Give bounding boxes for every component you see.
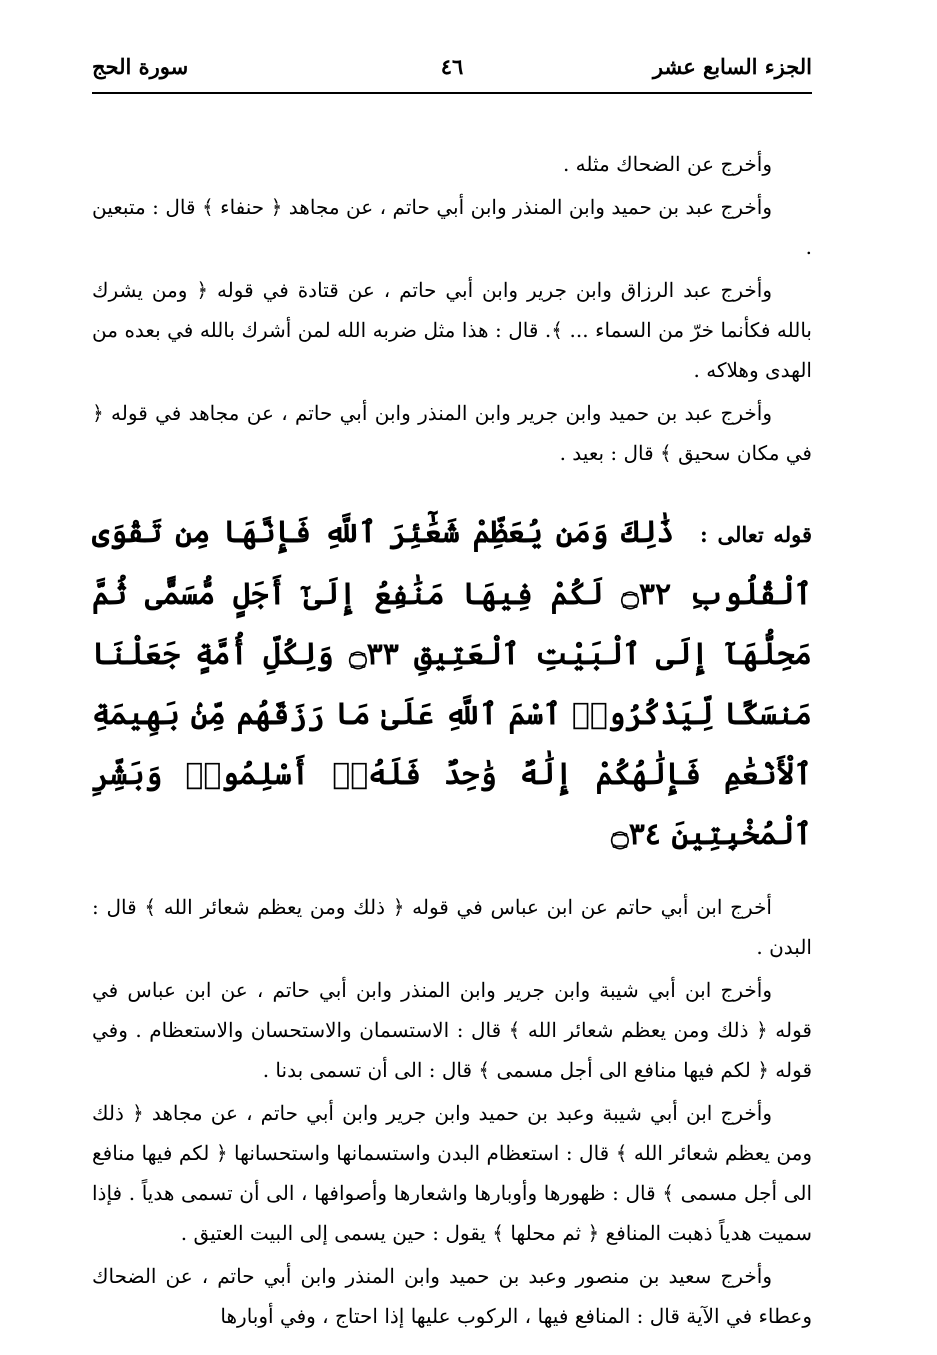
quran-verse-text: ذَٰلِكَ وَمَن يُعَظِّمْ شَعَٰٓئِرَ ٱللَّهِ فَإِنَّهَا مِن تَقْوَى ٱلْقُلُوبِ ۝٣٢ لَكُمْ فِيهَا مَنَٰفِعُ إِلَىٰٓ أَجَلٍ مُّسَمًّى ثُمَّ مَحِلُّهَآ إِلَى ٱلْبَيْتِ ٱلْعَتِيقِ ۝٣٣ وَلِكُلِّ أُمَّةٍ جَعَلْنَا مَنسَكًا لِّيَذْكُرُوا۟ ٱسْمَ ٱللَّهِ عَلَىٰ مَا رَزَقَهُم مِّنۢ بَهِيمَةِ ٱلْأَنْعَٰمِ فَإِلَٰهُكُمْ إِلَٰهٌ وَٰحِدٌ فَلَهُۥٓ أَسْلِمُوا۟ وَبَشِّرِ ٱلْمُخْبِتِينَ ۝٣٤ (92, 515, 812, 852)
surah-title: سورة الحج (92, 54, 189, 79)
quran-verse-block (92, 503, 812, 865)
page-number: ٤٦ (440, 54, 464, 79)
narrations-section-1 (92, 144, 812, 473)
narration-paragraph: وأخرج عبد بن حميد وابن المنذر وابن أبي حاتم ، عن مجاهد ﴿ حنفاء ﴾ قال : متبعين . (92, 195, 812, 259)
narration-paragraph: وأخرج عن الضحاك مثله . (562, 152, 772, 176)
narration-paragraph: وأخرج ابن أبي شيبة وعبد بن حميد وابن جرير وابن أبي حاتم ، عن مجاهد ﴿ ذلك ومن يعظم شعائر الله ﴾ قال : استعظام البدن واستسمانها واستحسانها ﴿ لكم فيها منافع الى أجل مسمى ﴾ قال : ظهورها وأوبارها واشعارها وأصوافها ، الى أن تسمى هدياً . فإذا سميت هدياً ذهبت المنافع ﴿ ثم محلها ﴾ يقول : حين يسمى إلى البيت العتيق . (92, 1101, 812, 1245)
narration-paragraph: وأخرج عبد بن حميد وابن جرير وابن المنذر وابن أبي حاتم ، عن مجاهد في قوله ﴿ في مكان سحيق ﴾ قال : بعيد . (92, 401, 812, 465)
narration-paragraph: أخرج ابن أبي حاتم عن ابن عباس في قوله ﴿ ذلك ومن يعظم شعائر الله ﴾ قال : البدن . (92, 895, 812, 959)
part-title: الجزء السابع عشر (652, 54, 812, 79)
page-header (92, 48, 812, 94)
narration-paragraph: وأخرج ابن أبي شيبة وابن جرير وابن المنذر وابن أبي حاتم ، عن ابن عباس في قوله ﴿ ذلك ومن يعظم شعائر الله ﴾ قال : الاستسمان والاستحسان والاستعظام . وفي قوله ﴿ لكم فيها منافع الى أجل مسمى ﴾ قال : الى أن تسمى بدنا . (92, 978, 812, 1082)
narration-paragraph: وأخرج عبد الرزاق وابن جرير وابن أبي حاتم ، عن قتادة في قوله ﴿ ومن يشرك بالله فكأنما خرّ من السماء ... ﴾. قال : هذا مثل ضربه الله لمن أشرك بالله في بعده من الهدى وهلاكه . (92, 278, 812, 382)
narration-paragraph: وأخرج سعيد بن منصور وعبد بن حميد وابن المنذر وابن أبي حاتم ، عن الضحاك وعطاء في الآية قال : المنافع فيها ، الركوب عليها إذا احتاج ، وفي أوبارها (92, 1264, 812, 1328)
verse-intro: قوله تعالى : (700, 522, 812, 547)
book-page (92, 48, 812, 1339)
narrations-section-2 (92, 887, 812, 1336)
